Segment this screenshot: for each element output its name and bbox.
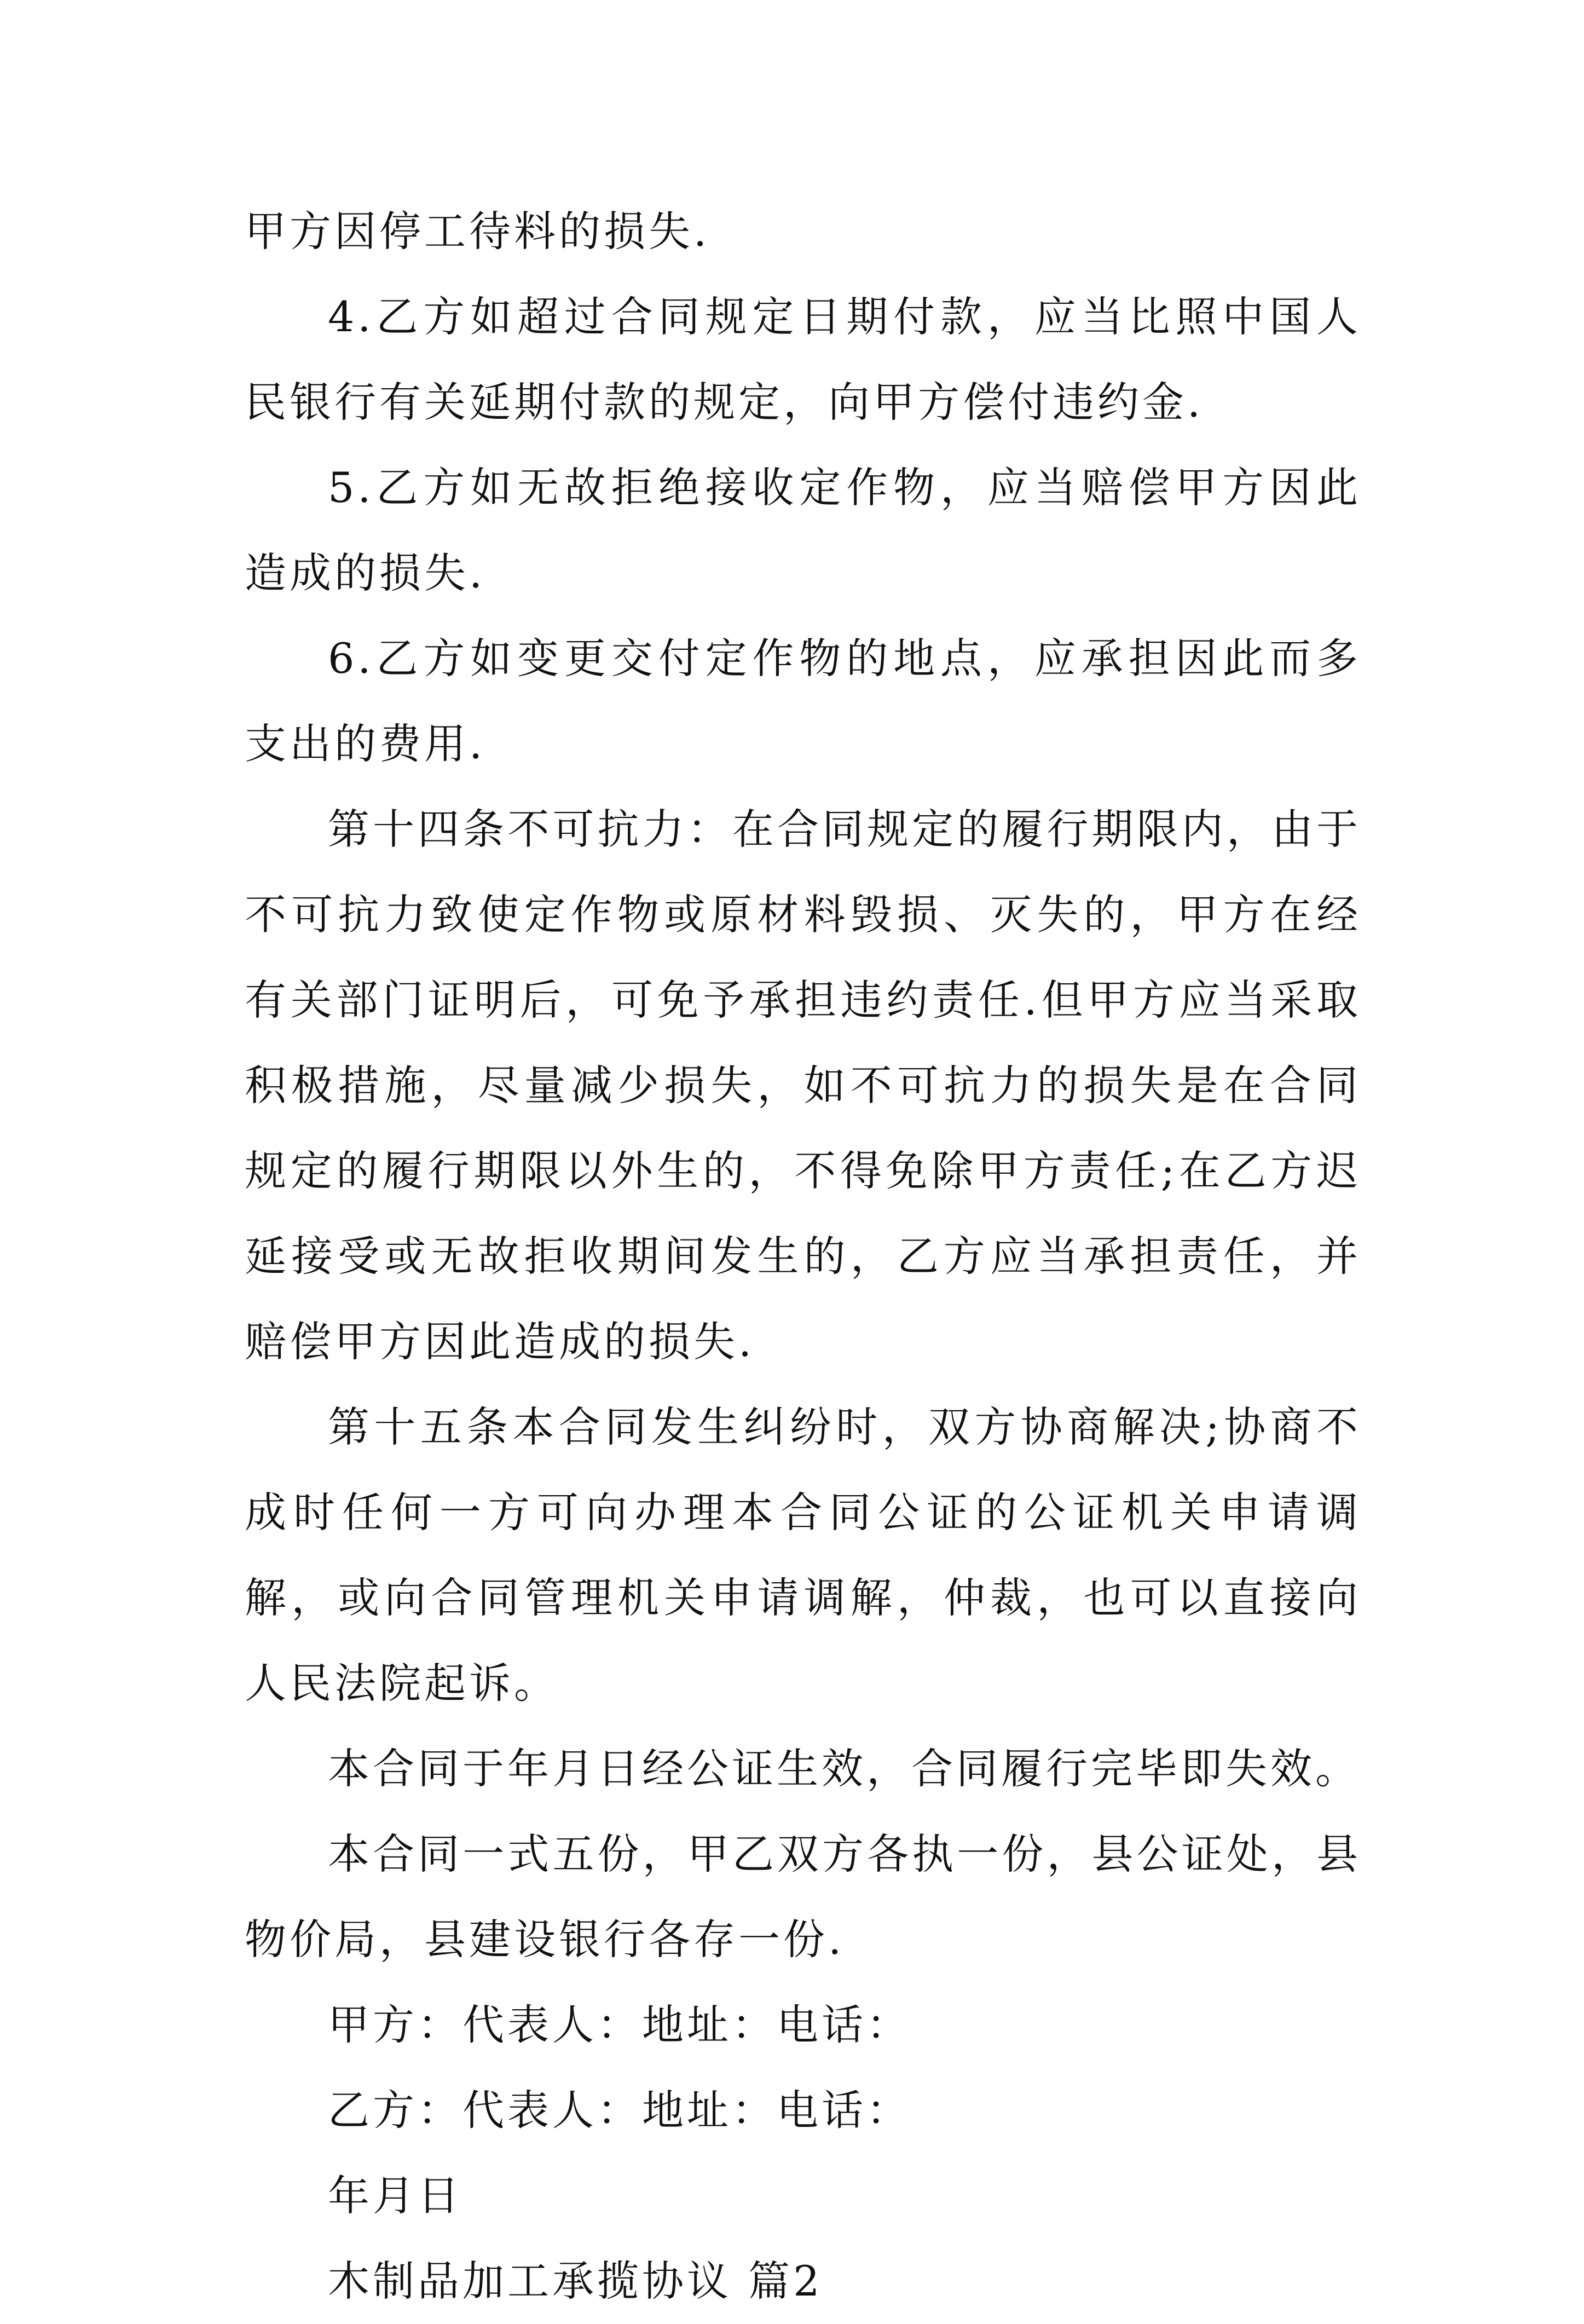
signature-line-party-a: 甲方：代表人：地址：电话：	[328, 2000, 911, 2049]
paragraph-late-payment-penalty: 4.乙方如超过合同规定日期付款，应当比照中国人民银行有关延期付款的规定，向甲方偿付违约金.	[245, 292, 1361, 426]
paragraph-article-15-disputes: 第十五条本合同发生纠纷时，双方协商解决;协商不成时任何一方可向办理本合同公证的公证机关申请调解，或向合同管理机关申请调解，仲裁，也可以直接向人民法院起诉。	[245, 1403, 1361, 1708]
paragraph-article-14-force-majeure: 第十四条不可抗力：在合同规定的履行期限内，由于不可抗力致使定作物或原材料毁损、灭失的，甲方在经有关部门证明后，可免予承担违约责任.但甲方应当采取积极措施，尽量减少损失，如不可抗力的损失是在合同规定的履行期限以外生的，不得免除甲方责任;在乙方迟延接受或无故拒收期间发生的，乙方应当承担责任，并赔偿甲方因此造成的损失.	[245, 805, 1361, 1366]
paragraph-copies: 本合同一式五份，甲乙双方各执一份，县公证处，县物价局，县建设银行各存一份.	[245, 1830, 1361, 1964]
paragraph-effective-date: 本合同于年月日经公证生效，合同履行完毕即失效。	[328, 1744, 1360, 1793]
signature-line-party-b: 乙方：代表人：地址：电话：	[328, 2086, 911, 2135]
document-body	[245, 189, 1361, 2324]
paragraph-delivery-location-change: 6.乙方如变更交付定作物的地点，应承担因此而多支出的费用.	[245, 634, 1361, 768]
paragraph-refusal-to-accept: 5.乙方如无故拒绝接收定作物，应当赔偿甲方因此造成的损失.	[245, 463, 1361, 597]
section-heading-agreement-2: 木制品加工承揽协议 篇2	[328, 2257, 823, 2305]
date-line: 年月日	[328, 2171, 463, 2220]
paragraph-loss-from-work-stoppage: 甲方因停工待料的损失.	[245, 207, 710, 256]
